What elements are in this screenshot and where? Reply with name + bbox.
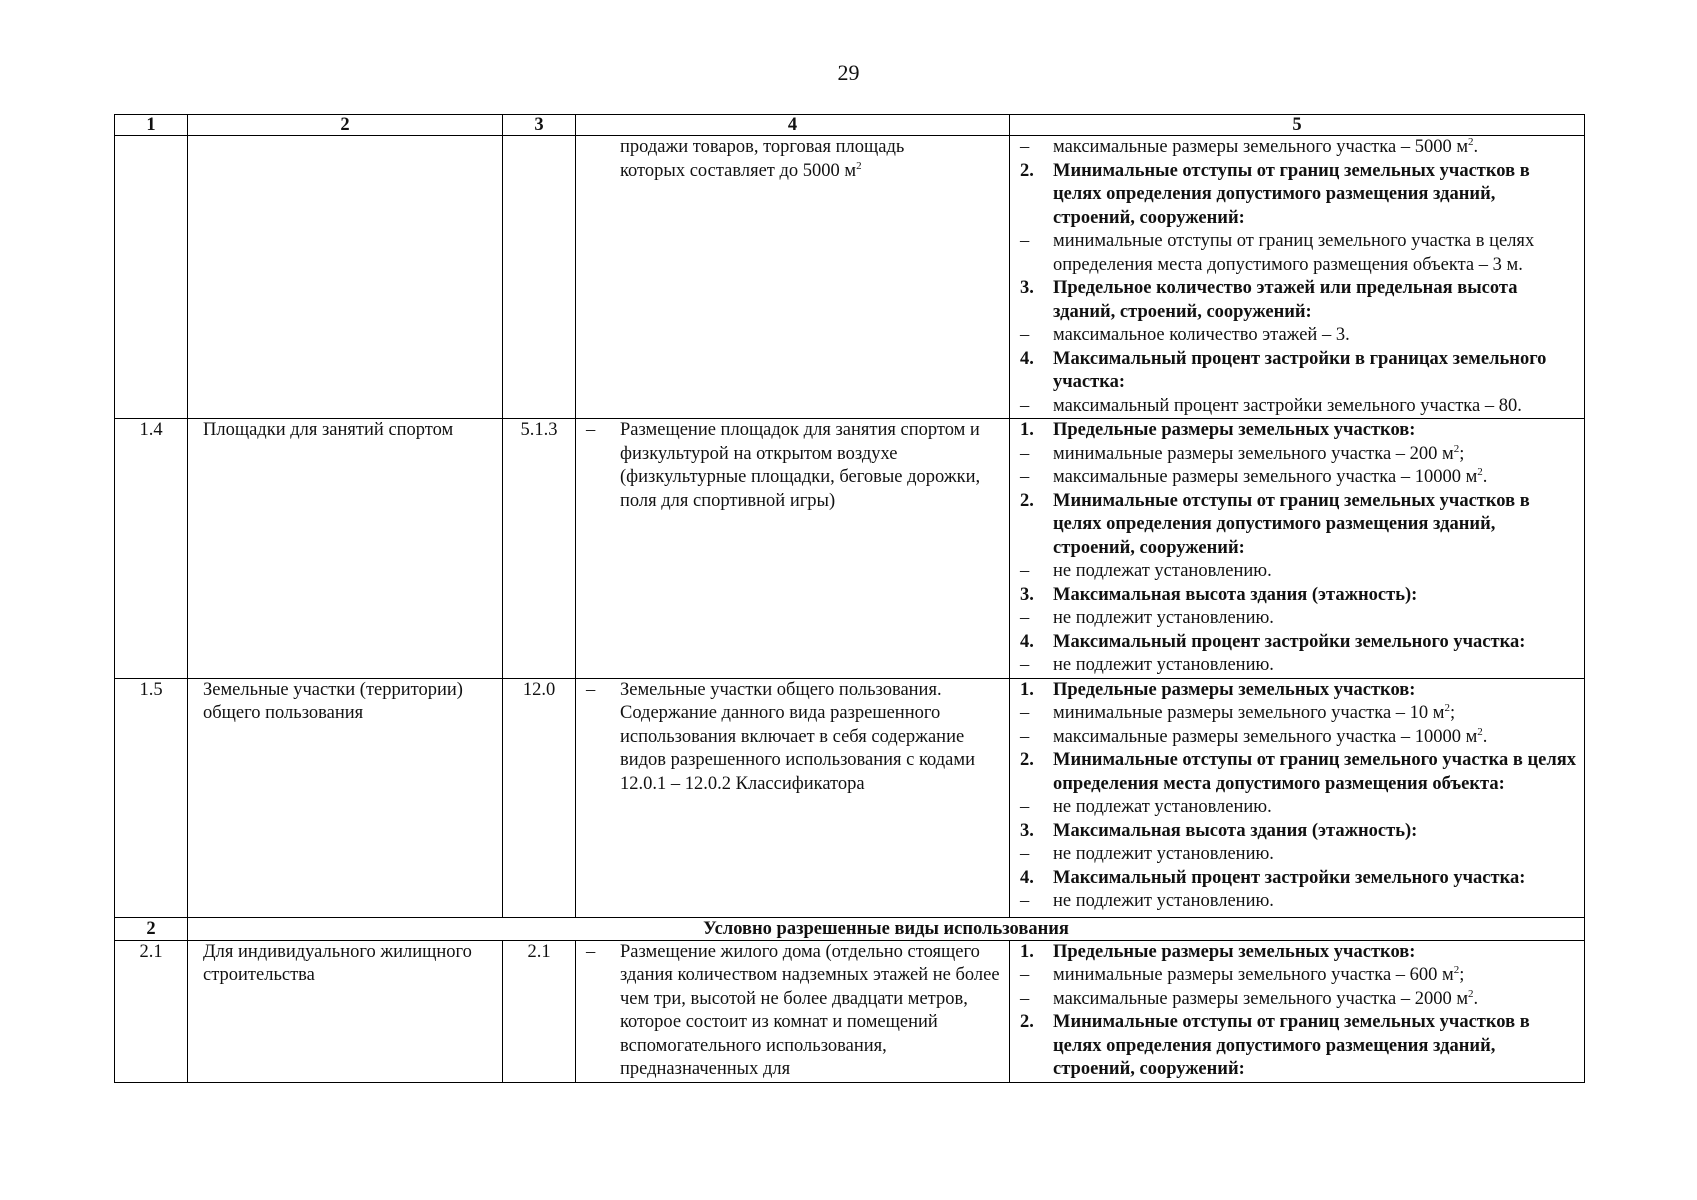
dash-marker: – [1020,726,1030,747]
row-parameters [1010,136,1585,419]
parameter-item [1010,890,1584,914]
parameter-text: не подлежат установлению. [1053,561,1272,581]
row-description [576,136,1010,419]
land-use-table [114,114,1585,1083]
item-number: 4. [1020,867,1034,888]
row-code: 2.1 [503,940,576,1082]
dash-marker: – [1020,703,1030,723]
description-text: Земельные участки общего пользования. Содержание данного вида разрешенного использования включает в себя содержание видов разрешенного использования с кодами 12.0.1 – 12.0.2 Классификатора [620,679,976,794]
header-cell: 2 [188,115,503,136]
superscript: 2 [1468,987,1474,1000]
parameter-text: Минимальные отступы от границ земельных участков в целях определения допустимого размещения зданий, строений, сооружений: [1053,1012,1530,1079]
item-number: 2. [1020,490,1034,511]
item-number: 4. [1020,631,1034,652]
parameter-heading [1010,679,1584,703]
parameter-heading [1010,749,1584,796]
item-number: 4. [1020,348,1034,369]
parameter-item [1010,466,1584,490]
parameter-heading [1010,631,1584,655]
table-row [115,940,1585,1082]
description-line [576,160,1009,184]
description-text: Размещение площадок для занятия спортом и физкультурой на открытом воздухе (физкультурные площадки, беговые дорожки, поля для спортивной игры) [620,420,981,511]
table-row [115,419,1585,679]
parameter-item [1010,702,1584,726]
parameter-item [1010,136,1584,160]
parameter-heading [1010,348,1584,395]
parameter-text: не подлежит установлению. [1053,608,1274,628]
dash-marker: – [586,941,596,962]
header-cell: 4 [576,115,1010,136]
parameter-text: максимальные размеры земельного участка – 10000 $м^2$. [1053,725,1488,747]
item-number: 1. [1020,679,1034,700]
parameter-text: максимальный процент застройки земельного участка – 80. [1053,395,1522,416]
parameter-text: Минимальные отступы от границ земельных участков в целях определения допустимого размещения зданий, строений, сооружений: [1053,490,1530,558]
item-number: 3. [1020,820,1034,841]
row-parameters [1010,678,1585,917]
table-header-row [115,115,1585,136]
parameter-heading [1010,941,1584,965]
row-number: 1.5 [115,678,188,917]
dash-marker: – [1020,844,1030,864]
header-cell: 1 [115,115,188,136]
parameter-text: Минимальные отступы от границ земельного участка в целях определения места допустимого размещения объекта: [1053,750,1576,794]
row-number: 1.4 [115,419,188,679]
parameter-text: минимальные отступы от границ земельного участка в целях определения места допустимого размещения объекта – 3 м. [1053,231,1535,275]
parameter-text: не подлежит установлению. [1053,655,1274,675]
section-number: 2 [115,917,188,940]
superscript: 2 [856,159,862,172]
parameter-text: не подлежит установлению. [1053,891,1274,911]
dash-marker: – [1020,561,1030,581]
parameter-item [1010,395,1584,419]
superscript: 2 [1477,465,1483,478]
parameter-heading [1010,419,1584,443]
dash-marker: – [1020,655,1030,675]
item-number: 1. [1020,420,1034,440]
parameter-heading [1010,1011,1584,1082]
parameter-text: Предельное количество этажей или предельная высота зданий, строений, сооружений: [1053,278,1518,322]
superscript: 2 [1468,135,1474,148]
superscript: 2 [1444,701,1450,714]
parameter-heading [1010,867,1584,891]
table-row [115,678,1585,917]
section-row [115,917,1585,940]
dash-marker: – [1020,988,1030,1009]
parameter-text: Максимальный процент застройки в границах земельного участка: [1053,348,1547,392]
parameter-text: Предельные размеры земельных участков: [1053,420,1416,440]
row-code: 12.0 [503,678,576,917]
parameter-heading [1010,160,1584,231]
parameter-item [1010,560,1584,584]
row-parameters [1010,940,1585,1082]
parameter-item [1010,230,1584,277]
description-text: Размещение жилого дома (отдельно стоящего здания количеством надземных этажей не более чем три, высотой не более двадцати метров, которое состоит из комнат и помещений вспомогательного использования, предназначенных для [620,941,1000,1079]
item-number: 2. [1020,1012,1034,1032]
item-number: 2. [1020,160,1034,181]
parameter-item [1010,654,1584,678]
parameter-text: не подлежит установлению. [1053,844,1274,864]
parameter-heading [1010,584,1584,608]
superscript: 2 [1453,963,1460,976]
dash-marker: – [1020,325,1030,345]
row-name: Земельные участки (территории) общего пользования [188,678,503,917]
row-description [576,419,1010,679]
dash-marker: – [586,679,596,700]
row-description [576,940,1010,1082]
item-number: 3. [1020,584,1034,605]
parameter-text: Максимальный процент застройки земельного участка: [1053,867,1526,888]
item-number: 2. [1020,750,1034,770]
parameter-text: Предельные размеры земельных участков: [1053,941,1416,962]
parameter-heading [1010,490,1584,561]
parameter-text: Минимальные отступы от границ земельных участков в целях определения допустимого размещения зданий, строений, сооружений: [1053,160,1530,228]
parameter-text: максимальные размеры земельного участка – 2000 $м^2$. [1053,987,1479,1009]
dash-marker: – [1020,443,1030,464]
description-text: которых составляет до 5000 м [620,160,857,181]
parameter-text: Максимальная высота здания (этажность): [1053,820,1418,841]
row-name: Для индивидуального жилищного строительства [188,940,503,1082]
parameter-text: не подлежат установлению. [1053,797,1272,817]
header-cell: 5 [1010,115,1585,136]
header-cell: 3 [503,115,576,136]
dash-marker: – [1020,608,1030,628]
table-row [115,136,1585,419]
parameter-text: минимальные размеры земельного участка – 200 $м^2$; [1053,442,1465,464]
parameter-item [1010,443,1584,467]
section-title: Условно разрешенные виды использования [188,917,1585,940]
parameter-item [1010,988,1584,1012]
item-number: 3. [1020,278,1034,298]
row-code [503,136,576,419]
parameter-item [1010,964,1584,988]
parameter-item [1010,324,1584,348]
row-code: 5.1.3 [503,419,576,679]
row-number: 2.1 [115,940,188,1082]
row-name: Площадки для занятий спортом [188,419,503,679]
parameter-item [1010,607,1584,631]
parameter-text: Максимальная высота здания (этажность): [1053,584,1418,605]
dash-marker: – [1020,395,1030,416]
superscript: 2 [1453,442,1460,455]
dash-marker: – [1020,965,1030,985]
parameter-heading [1010,820,1584,844]
row-name [188,136,503,419]
parameter-text: минимальные размеры земельного участка – 600 $м^2$; [1053,963,1465,985]
row-description [576,678,1010,917]
parameter-text: минимальные размеры земельного участка – 10 $м^2$; [1053,701,1456,723]
parameter-item [1010,726,1584,750]
dash-marker: – [1020,231,1030,251]
dash-marker: – [1020,797,1030,817]
dash-marker: – [1020,467,1030,487]
parameter-heading [1010,277,1584,324]
item-number: 1. [1020,941,1034,962]
parameter-text: Предельные размеры земельных участков: [1053,679,1416,700]
dash-marker: – [1020,137,1030,157]
dash-marker: – [1020,891,1030,911]
row-parameters [1010,419,1585,679]
parameter-text: максимальные размеры земельного участка – 5000 $м^2$. [1053,135,1479,157]
parameter-item [1010,843,1584,867]
row-number [115,136,188,419]
parameter-text: максимальное количество этажей – 3. [1053,325,1350,345]
page-number: 29 [837,60,860,85]
parameter-text: максимальные размеры земельного участка – 10000 $м^2$. [1053,465,1488,487]
parameter-text: Максимальный процент застройки земельного участка: [1053,631,1526,652]
dash-marker: – [586,420,596,440]
parameter-item [1010,796,1584,820]
superscript: 2 [1477,725,1483,738]
description-line: продажи товаров, торговая площадь [620,137,905,157]
